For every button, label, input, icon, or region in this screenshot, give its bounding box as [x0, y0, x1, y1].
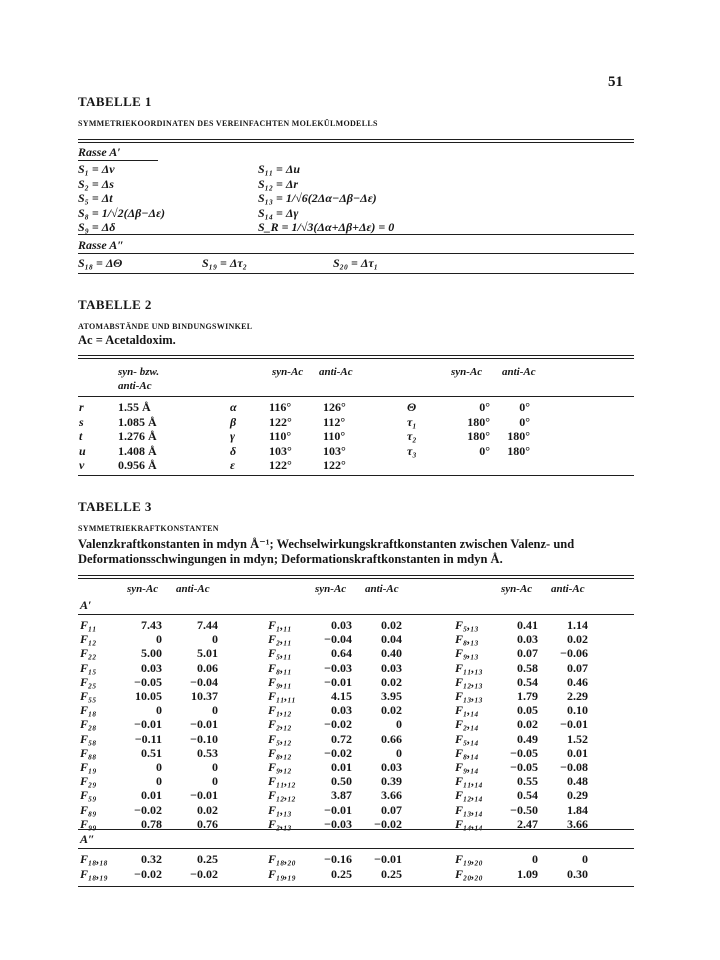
value-syn: 0.54 [517, 788, 538, 803]
symmetry-coordinate: S₁₉ = Δτ₂ [202, 256, 247, 270]
force-constant-label: F₁₃,₁₃ [455, 689, 483, 703]
angle-symbol: ε [230, 458, 235, 473]
table3-rasse2-rule [78, 848, 634, 849]
value-anti: 0.25 [381, 867, 402, 881]
force-constant-label: F₁₉,₂₀ [455, 852, 483, 866]
torsion-syn: 180° [467, 414, 490, 429]
force-constant-label: F₂,₁₄ [455, 717, 479, 732]
force-constant-label: F₈,₁₃ [455, 632, 479, 647]
table3-caption: SYMMETRIEKRAFTKONSTANTEN [78, 524, 219, 533]
table3-bottom-rule [78, 886, 634, 887]
value-syn: −0.02 [324, 745, 352, 760]
bond-length: 1.085 Å [118, 414, 157, 429]
torsion-anti: 180° [507, 443, 530, 458]
force-constant-label: F₂₅ [80, 674, 97, 689]
value-syn: −0.05 [510, 745, 538, 760]
symmetry-coordinate: S_R = 1/√3(Δα+Δβ+Δε) = 0 [258, 220, 395, 234]
value-syn: −0.01 [324, 674, 352, 689]
table3-head-anti-2: anti-Ac [365, 583, 399, 595]
table1-title: TABELLE 1 [78, 94, 152, 109]
value-anti: 0.01 [567, 745, 588, 760]
symmetry-coordinate: S₂ = Δs [78, 176, 114, 191]
force-constant-label: F₁₂,₁₂ [268, 788, 296, 803]
value-anti: −0.02 [374, 816, 402, 831]
value-anti: 0.03 [381, 760, 402, 774]
value-anti: 3.95 [381, 689, 402, 703]
value-anti: −0.08 [560, 760, 588, 774]
value-syn: 0.07 [517, 646, 538, 661]
table2-head-bond: syn- bzw. [118, 366, 160, 378]
value-anti: −0.06 [560, 646, 588, 661]
value-anti: 0.46 [567, 674, 588, 689]
value-anti: 0 [212, 774, 218, 789]
value-anti: 7.44 [197, 618, 218, 632]
value-anti: −0.02 [190, 867, 218, 881]
angle-symbol: β [230, 414, 237, 429]
value-syn: 0.64 [331, 646, 352, 661]
force-constant-label: F₁₂ [80, 632, 97, 647]
value-syn: 0.03 [517, 632, 538, 647]
value-anti: −0.04 [190, 674, 218, 689]
force-constant-label: F₅,₁₄ [455, 731, 479, 746]
value-syn: 0.03 [331, 618, 352, 632]
symmetry-coordinate: S₁₈ = ΔΘ [78, 256, 123, 270]
value-syn: 0 [156, 703, 162, 718]
table3-top-rule [78, 575, 634, 576]
force-constant-label: F₂,₁₃ [268, 816, 292, 831]
table2-top-rule-2 [78, 358, 634, 359]
value-syn: 3.87 [331, 788, 352, 803]
force-constant-label: F₂₀,₂₀ [455, 867, 483, 881]
value-syn: 0.49 [517, 731, 538, 746]
value-syn: 10.05 [135, 689, 162, 703]
torsion-anti: 180° [507, 429, 530, 444]
value-anti: 0.03 [381, 660, 402, 675]
value-anti: 0.40 [381, 646, 402, 661]
value-syn: 0.25 [331, 867, 352, 881]
table2-head-tors-syn: syn-Ac [451, 366, 483, 378]
table3-rasse-a1: A′ [80, 598, 92, 612]
value-syn: 0.03 [141, 660, 162, 675]
table3-head-syn-2: syn-Ac [315, 583, 347, 595]
force-constant-label: F₁₈ [80, 703, 97, 718]
force-constant-label: F₁₁ [80, 618, 97, 632]
torsion-anti: 0° [519, 414, 530, 429]
value-anti: 0.02 [381, 618, 402, 632]
table3-title: TABELLE 3 [78, 499, 152, 514]
value-syn: 0.01 [141, 788, 162, 803]
force-constant-label: F₈,₁₂ [268, 745, 292, 760]
force-constant-label: F₅₅ [80, 689, 97, 703]
value-anti: 1.14 [567, 618, 588, 632]
value-syn: 5.00 [141, 646, 162, 661]
torsion-symbol: τ₁ [407, 414, 417, 429]
force-constant-label: F₁₈,₁₈ [80, 852, 108, 866]
table2-title: TABELLE 2 [78, 297, 152, 312]
value-syn: 0.02 [517, 717, 538, 732]
value-syn: 4.15 [331, 689, 352, 703]
table3-head-rule [78, 614, 634, 615]
value-anti: 0 [582, 852, 588, 866]
symmetry-coordinate: S₁₁ = Δu [258, 162, 301, 176]
table2-head-tors-anti: anti-Ac [502, 366, 536, 378]
value-anti: −0.01 [560, 717, 588, 732]
value-syn: 0.41 [517, 618, 538, 632]
table1-bottom-rule [78, 273, 634, 274]
torsion-anti: 0° [519, 400, 530, 414]
value-syn: 0.03 [331, 703, 352, 718]
value-syn: −0.05 [134, 674, 162, 689]
angle-symbol: γ [230, 429, 235, 444]
force-constant-label: F₉,₁₁ [268, 674, 292, 689]
value-anti: 0 [396, 745, 402, 760]
value-syn: −0.01 [324, 802, 352, 817]
force-constant-label: F₁,₁₄ [455, 703, 479, 718]
table3-description-1: Valenzkraftkonstanten in mdyn Å⁻¹; Wechselwirkungskraftkonstanten zwischen Valenz- und [78, 537, 575, 551]
force-constant-label: F₁₁,₁₃ [455, 660, 483, 675]
force-constant-label: F₂₂ [80, 646, 97, 661]
force-constant-label: F₁₁,₁₄ [455, 774, 483, 789]
value-syn: 0 [156, 632, 162, 647]
torsion-symbol: τ₂ [407, 429, 417, 444]
force-constant-label: F₅,₁₃ [455, 618, 479, 632]
force-constant-label: F₁₉ [80, 760, 97, 774]
force-constant-label: F₅₉ [80, 788, 97, 803]
value-anti: 0.07 [567, 660, 588, 675]
symmetry-coordinate: S₁ = Δv [78, 162, 115, 176]
table3-description-2: Deformationsschwingungen in mdyn; Deformationskraftkonstanten in mdyn Å. [78, 552, 503, 566]
bond-symbol: r [79, 400, 84, 414]
value-syn: 0.05 [517, 703, 538, 718]
value-syn: 0 [532, 852, 538, 866]
angle-syn: 103° [269, 443, 292, 458]
value-anti: 1.52 [567, 731, 588, 746]
value-syn: 1.79 [517, 689, 538, 703]
force-constant-label: F₅₈ [80, 731, 97, 746]
value-syn: −0.03 [324, 816, 352, 831]
table2-head-bond-2: anti-Ac [118, 380, 152, 392]
symmetry-coordinate: S₂₀ = Δτ₁ [333, 256, 378, 270]
force-constant-label: F₉₉ [80, 816, 97, 831]
value-anti: 2.29 [567, 689, 588, 703]
value-anti: 1.84 [567, 802, 588, 817]
force-constant-label: F₁,₁₃ [268, 802, 292, 817]
value-anti: 0.10 [567, 703, 588, 718]
value-anti: −0.10 [190, 731, 218, 746]
torsion-symbol: Θ [407, 400, 417, 414]
table1-rasse2-rule [78, 253, 634, 254]
bond-length: 1.408 Å [118, 443, 157, 458]
value-syn: −0.11 [134, 731, 162, 746]
value-syn: 0.58 [517, 660, 538, 675]
torsion-syn: 0° [479, 443, 490, 458]
symmetry-coordinate: S₅ = Δt [78, 191, 113, 205]
value-anti: 0.02 [567, 632, 588, 647]
table2-bottom-rule [78, 475, 634, 476]
table3-head-anti-3: anti-Ac [551, 583, 585, 595]
value-syn: 0.55 [517, 774, 538, 789]
angle-anti: 122° [323, 458, 346, 473]
value-syn: 0 [156, 774, 162, 789]
force-constant-label: F₅,₁₂ [268, 731, 292, 746]
value-anti: 0 [396, 717, 402, 732]
value-anti: 0.07 [381, 802, 402, 817]
value-anti: −0.01 [190, 717, 218, 732]
bond-symbol: s [79, 414, 84, 429]
angle-anti: 112° [323, 414, 346, 429]
value-anti: 0.30 [567, 867, 588, 881]
value-anti: 5.01 [197, 646, 218, 661]
force-constant-label: F₁₂,₁₃ [455, 674, 483, 689]
table3-top-rule-2 [78, 578, 634, 579]
table3-head-syn-3: syn-Ac [501, 583, 533, 595]
table1-mid-rule [78, 234, 634, 235]
value-syn: 1.09 [517, 867, 538, 881]
table2-head-rule [78, 396, 634, 397]
force-constant-label: F₂,₁₁ [268, 632, 292, 647]
value-syn: −0.01 [134, 717, 162, 732]
value-syn: 0.78 [141, 816, 162, 831]
table2-caption: ATOMABSTÄNDE UND BINDUNGSWINKEL [78, 322, 253, 331]
value-syn: −0.16 [324, 852, 352, 866]
value-anti: 0.66 [381, 731, 402, 746]
value-syn: 2.47 [517, 816, 538, 831]
bond-symbol: t [79, 429, 83, 444]
force-constant-label: F₁₁,₁₁ [268, 689, 296, 703]
value-syn: 0.32 [141, 852, 162, 866]
table1-rasse-a1: Rasse A′ [78, 145, 121, 159]
force-constant-label: F₁₈,₂₀ [268, 852, 296, 866]
force-constant-label: F₂₉ [80, 774, 97, 789]
force-constant-label: F₈,₁₄ [455, 745, 479, 760]
symmetry-coordinate: S₁₃ = 1/√6(2Δα−Δβ−Δε) [258, 191, 377, 205]
angle-anti: 103° [323, 443, 346, 458]
value-syn: 0 [156, 760, 162, 774]
value-anti: 0 [212, 703, 218, 718]
value-anti: 0.39 [381, 774, 402, 789]
bond-length: 1.55 Å [118, 400, 151, 414]
value-anti: 0.06 [197, 660, 218, 675]
table2-head-anti: anti-Ac [319, 366, 353, 378]
value-syn: 7.43 [141, 618, 162, 632]
table1-rasse-a2: Rasse A″ [78, 238, 124, 252]
bond-symbol: u [79, 443, 86, 458]
value-anti: 0.53 [197, 745, 218, 760]
value-anti: 0.02 [381, 703, 402, 718]
force-constant-label: F₂,₁₂ [268, 717, 292, 732]
force-constant-label: F₉,₁₄ [455, 760, 479, 774]
table2-top-rule [78, 355, 634, 356]
angle-symbol: α [230, 400, 237, 414]
force-constant-label: F₁,₁₁ [268, 618, 292, 632]
value-syn: 0.54 [517, 674, 538, 689]
symmetry-coordinate: S₁₂ = Δr [258, 176, 299, 191]
force-constant-label: F₈,₁₁ [268, 660, 292, 675]
value-syn: −0.04 [324, 632, 352, 647]
value-anti: 0.29 [567, 788, 588, 803]
table2-head-syn: syn-Ac [272, 366, 304, 378]
value-anti: 0 [212, 632, 218, 647]
force-constant-label: F₁₉,₁₉ [268, 867, 296, 881]
table1-caption: SYMMETRIEKOORDINATEN DES VEREINFACHTEN MOLEKÜLMODELLS [78, 119, 378, 128]
force-constant-label: F₁₁,₁₂ [268, 774, 296, 789]
table1-rasse-underline [78, 160, 158, 161]
force-constant-label: F₁₂,₁₄ [455, 788, 483, 803]
value-anti: 10.37 [191, 689, 218, 703]
value-anti: 0.76 [197, 816, 218, 831]
table1-top-rule [78, 139, 634, 140]
table2-note: Ac = Acetaldoxim. [78, 333, 176, 347]
value-syn: 0.01 [331, 760, 352, 774]
force-constant-label: F₁₈,₁₉ [80, 867, 108, 881]
value-anti: −0.01 [374, 852, 402, 866]
force-constant-label: F₈₈ [80, 745, 97, 760]
force-constant-label: F₁₅ [80, 660, 97, 675]
value-syn: −0.05 [510, 760, 538, 774]
table1-top-rule-2 [78, 142, 634, 143]
table3-head-syn-1: syn-Ac [127, 583, 159, 595]
force-constant-label: F₁,₁₂ [268, 703, 292, 718]
torsion-symbol: τ₃ [407, 443, 417, 458]
torsion-syn: 0° [479, 400, 490, 414]
value-anti: 0.48 [567, 774, 588, 789]
angle-syn: 122° [269, 458, 292, 473]
force-constant-label: F₅,₁₁ [268, 646, 292, 661]
value-syn: −0.50 [510, 802, 538, 817]
value-anti: 0.04 [381, 632, 402, 647]
angle-anti: 110° [323, 429, 346, 444]
bond-length: 1.276 Å [118, 429, 157, 444]
value-anti: 0.02 [197, 802, 218, 817]
bond-symbol: v [79, 458, 85, 473]
value-anti: −0.01 [190, 788, 218, 803]
symmetry-coordinate: S₈ = 1/√2(Δβ−Δε) [78, 205, 165, 220]
force-constant-label: F₂₈ [80, 717, 97, 732]
value-syn: −0.03 [324, 660, 352, 675]
bond-length: 0.956 Å [118, 458, 157, 473]
value-syn: 0.51 [141, 745, 162, 760]
angle-syn: 122° [269, 414, 292, 429]
value-syn: 0.50 [331, 774, 352, 789]
value-anti: 0 [212, 760, 218, 774]
angle-syn: 116° [269, 400, 292, 414]
angle-syn: 110° [269, 429, 292, 444]
symmetry-coordinate: S₁₄ = Δγ [258, 205, 299, 220]
force-constant-label: F₁₄,₁₄ [455, 816, 483, 831]
angle-symbol: δ [230, 443, 237, 458]
angle-anti: 126° [323, 400, 346, 414]
force-constant-label: F₈₉ [80, 802, 97, 817]
table3-rasse-a2: A″ [80, 832, 95, 846]
value-anti: 0.02 [381, 674, 402, 689]
force-constant-label: F₁₃,₁₄ [455, 802, 483, 817]
page-number: 51 [608, 74, 623, 90]
value-syn: −0.02 [134, 867, 162, 881]
value-syn: −0.02 [324, 717, 352, 732]
force-constant-label: F₉,₁₂ [268, 760, 292, 774]
table3-head-anti-1: anti-Ac [176, 583, 210, 595]
value-anti: 3.66 [567, 816, 588, 831]
torsion-syn: 180° [467, 429, 490, 444]
value-anti: 0.25 [197, 852, 218, 866]
force-constant-label: F₉,₁₃ [455, 646, 479, 661]
value-anti: 3.66 [381, 788, 402, 803]
symmetry-coordinate: S₉ = Δδ [78, 220, 116, 234]
value-syn: 0.72 [331, 731, 352, 746]
value-syn: −0.02 [134, 802, 162, 817]
table3-mid-rule [78, 829, 634, 830]
